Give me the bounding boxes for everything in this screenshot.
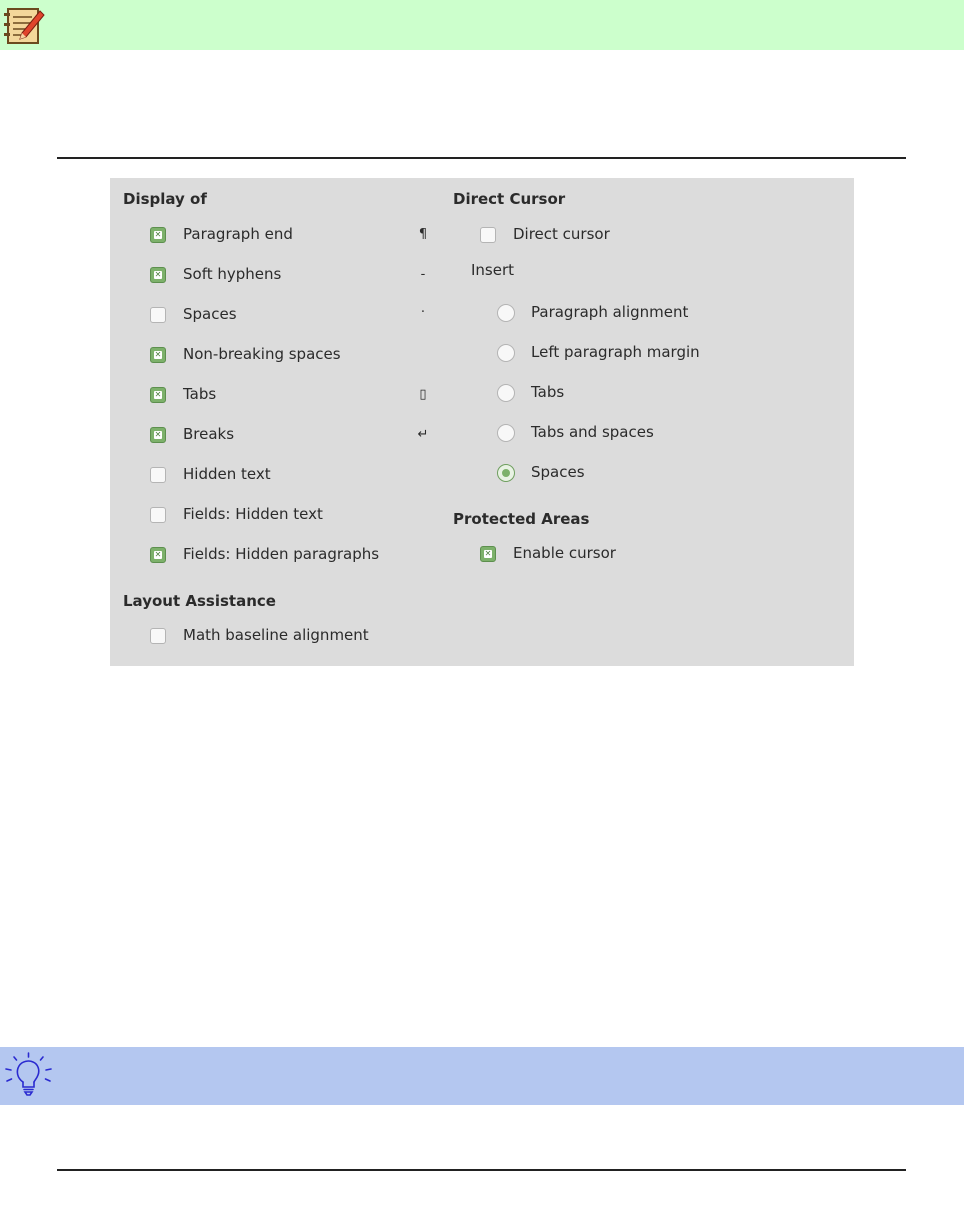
spaces-radio[interactable]: [497, 464, 515, 482]
direct-cursor-heading: Direct Cursor: [453, 190, 566, 208]
paragraph-alignment-radio[interactable]: [497, 304, 515, 322]
tabs-checkbox[interactable]: [150, 387, 166, 403]
enable-cursor-checkbox[interactable]: [480, 546, 496, 562]
non-breaking-spaces-label: Non-breaking spaces: [183, 345, 341, 363]
breaks-checkbox[interactable]: [150, 427, 166, 443]
layout-assistance-heading: Layout Assistance: [123, 592, 276, 610]
display-of-heading: Display of: [123, 190, 207, 208]
tip-banner: [0, 1047, 964, 1105]
formatting-aids-panel: [110, 178, 854, 666]
insert-label: Insert: [471, 261, 515, 279]
non-breaking-spaces-checkbox[interactable]: [150, 347, 166, 363]
protected-areas-heading: Protected Areas: [453, 510, 590, 528]
paragraph-alignment-label: Paragraph alignment: [531, 303, 689, 321]
tabs-radio[interactable]: [497, 384, 515, 402]
note-icon: [2, 3, 46, 47]
direct-cursor-checkbox[interactable]: [480, 227, 496, 243]
tabs-label: Tabs: [183, 385, 217, 403]
hidden-text-label: Hidden text: [183, 465, 271, 483]
tabs-and-spaces-label: Tabs and spaces: [531, 423, 654, 441]
hidden-text-checkbox[interactable]: [150, 467, 166, 483]
spaces-label: Spaces: [183, 305, 237, 323]
spaces-radio-label: Spaces: [531, 463, 585, 481]
tabs-and-spaces-radio[interactable]: [497, 424, 515, 442]
bottom-divider: [57, 1169, 906, 1171]
hyphen-symbol: -: [420, 267, 426, 282]
middle-dot-symbol: ·: [420, 305, 426, 320]
soft-hyphens-label: Soft hyphens: [183, 265, 282, 283]
return-arrow-symbol: ↵: [417, 427, 429, 442]
fields-hidden-text-label: Fields: Hidden text: [183, 505, 323, 523]
left-paragraph-margin-label: Left paragraph margin: [531, 343, 700, 361]
top-divider: [57, 157, 906, 159]
soft-hyphens-checkbox[interactable]: [150, 267, 166, 283]
note-banner: [0, 0, 964, 50]
paragraph-end-label: Paragraph end: [183, 225, 293, 243]
tabs-radio-label: Tabs: [531, 383, 565, 401]
direct-cursor-label: Direct cursor: [513, 225, 610, 243]
lightbulb-icon: [3, 1051, 55, 1103]
tab-symbol: ▯: [419, 387, 427, 402]
math-baseline-alignment-label: Math baseline alignment: [183, 626, 369, 644]
pilcrow-symbol: ¶: [418, 227, 428, 242]
fields-hidden-text-checkbox[interactable]: [150, 507, 166, 523]
fields-hidden-paragraphs-checkbox[interactable]: [150, 547, 166, 563]
enable-cursor-label: Enable cursor: [513, 544, 616, 562]
left-paragraph-margin-radio[interactable]: [497, 344, 515, 362]
paragraph-end-checkbox[interactable]: [150, 227, 166, 243]
spaces-checkbox[interactable]: [150, 307, 166, 323]
breaks-label: Breaks: [183, 425, 235, 443]
math-baseline-alignment-checkbox[interactable]: [150, 628, 166, 644]
fields-hidden-paragraphs-label: Fields: Hidden paragraphs: [183, 545, 380, 563]
